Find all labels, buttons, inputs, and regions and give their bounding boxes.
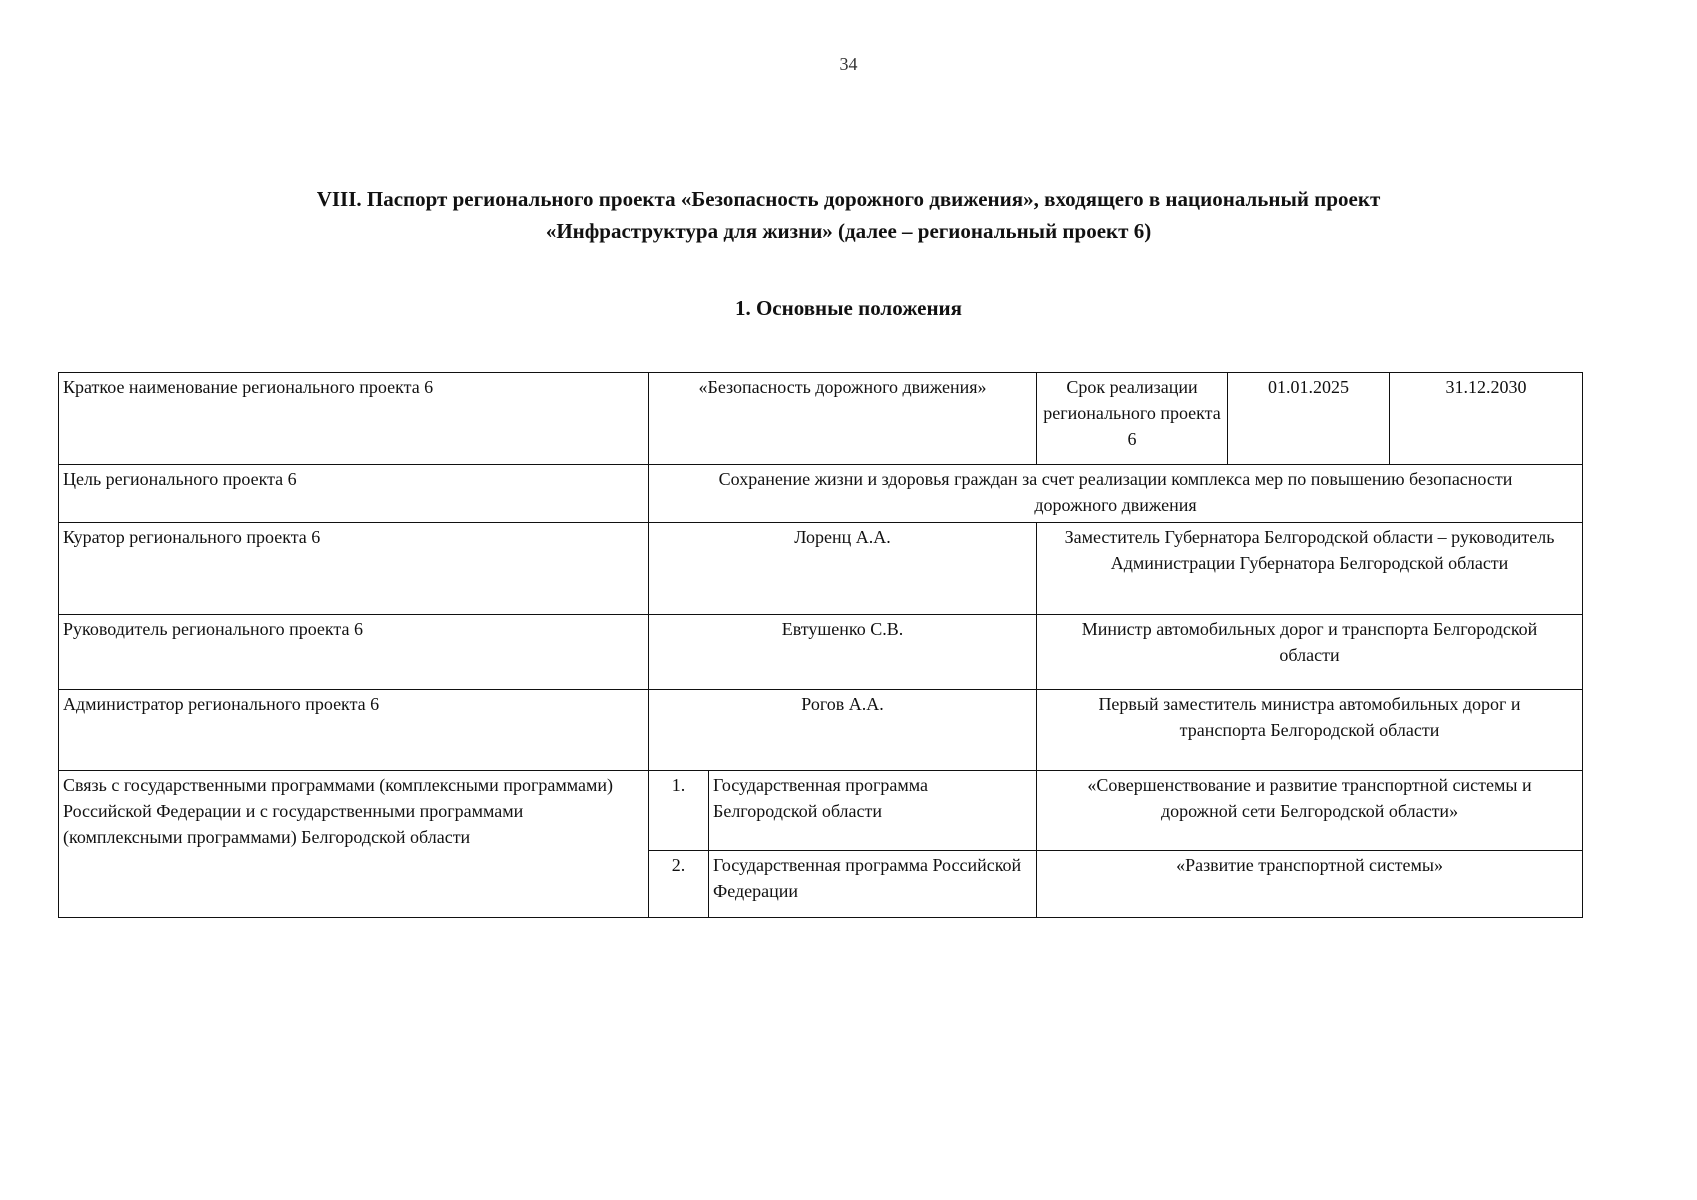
table-row-head xyxy=(59,615,1583,690)
start-date: 01.01.2025 xyxy=(1228,373,1390,465)
table-row-curator xyxy=(59,523,1583,615)
administrator-position: Первый заместитель министра автомобильных дорог и транспорта Белгородской области xyxy=(1037,690,1583,771)
link-number: 1. xyxy=(649,771,709,851)
end-date: 31.12.2030 xyxy=(1390,373,1583,465)
document-heading xyxy=(0,183,1697,247)
curator-label: Куратор регионального проекта 6 xyxy=(59,523,649,615)
document-heading-line-2: «Инфраструктура для жизни» (далее – региональный проект 6) xyxy=(545,219,1152,243)
head-label: Руководитель регионального проекта 6 xyxy=(59,615,649,690)
link-program-name: «Совершенствование и развитие транспортной системы и дорожной сети Белгородской области» xyxy=(1037,771,1583,851)
head-position: Министр автомобильных дорог и транспорта Белгородской области xyxy=(1037,615,1583,690)
table-row-goal xyxy=(59,465,1583,523)
administrator-label: Администратор регионального проекта 6 xyxy=(59,690,649,771)
term-label: Срок реализации регионального проекта 6 xyxy=(1037,373,1228,465)
link-number: 2. xyxy=(649,851,709,918)
goal-label: Цель регионального проекта 6 xyxy=(59,465,649,523)
short-name-label: Краткое наименование регионального проекта 6 xyxy=(59,373,649,465)
table-row-short-name xyxy=(59,373,1583,465)
curator-name: Лоренц А.А. xyxy=(649,523,1037,615)
short-name-value: «Безопасность дорожного движения» xyxy=(649,373,1037,465)
section-title: 1. Основные положения xyxy=(734,296,963,320)
curator-position: Заместитель Губернатора Белгородской области – руководитель Администрации Губернатора Белгородской области xyxy=(1037,523,1583,615)
link-program-type: Государственная программа Российской Федерации xyxy=(709,851,1037,918)
administrator-name: Рогов А.А. xyxy=(649,690,1037,771)
head-name: Евтушенко С.В. xyxy=(649,615,1037,690)
link-program-type: Государственная программа Белгородской области xyxy=(709,771,1037,851)
page-number: 34 xyxy=(839,54,858,74)
project-passport-table xyxy=(58,372,1583,918)
document-heading-line-1: VIII. Паспорт регионального проекта «Безопасность дорожного движения», входящего в национальный проект xyxy=(316,187,1381,211)
table-row-administrator xyxy=(59,690,1583,771)
link-program-name: «Развитие транспортной системы» xyxy=(1037,851,1583,918)
table-row-link-1 xyxy=(59,771,1583,851)
goal-value: Сохранение жизни и здоровья граждан за счет реализации комплекса мер по повышению безопасности дорожного движения xyxy=(649,465,1583,523)
links-label: Связь с государственными программами (комплексными программами) Российской Федерации и с государственными программами (комплексными программами) Белгородской области xyxy=(59,771,649,918)
